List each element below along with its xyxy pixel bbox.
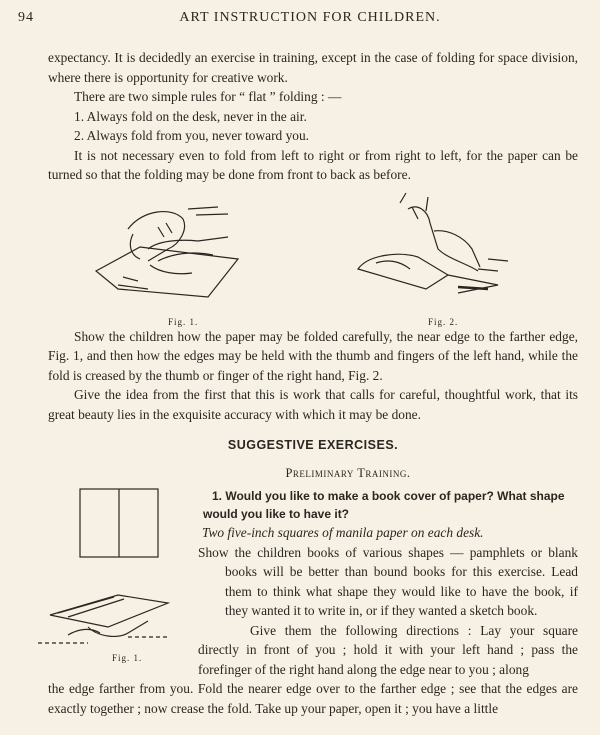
exercise-text — [198, 487, 578, 679]
paragraph: It is not necessary even to fold from left to right or from right to left, for the paper can be turned so that the folding may be done from front to back as before. — [48, 147, 578, 182]
page-number: 94 — [18, 10, 34, 25]
section-heading: SUGGESTIVE EXERCISES. — [227, 438, 399, 452]
figure-caption: Fig. 2. — [428, 316, 459, 327]
figure-caption: Fig. 1. — [168, 316, 199, 327]
paragraph: There are two simple rules for “ flat ” folding : — — [74, 89, 342, 104]
running-title: ART INSTRUCTION FOR CHILDREN. — [179, 10, 441, 25]
exercise-answer: Two five-inch squares of manila paper on each desk. — [202, 525, 484, 540]
exercise-block — [48, 487, 578, 718]
paragraph: Give them the following directions : Lay your square directly in front of you ; hold it with your left hand ; pass the forefinger of the right hand along the edge near to you ; along — [198, 622, 578, 677]
exercise-figures — [28, 487, 178, 677]
hands-folding-illustration — [88, 189, 248, 307]
rule-item: 2. Always fold from you, never toward you. — [74, 128, 310, 143]
paragraph: the edge farther from you. Fold the nearer edge over to the farther edge ; see that the edges are exactly together ; now crease the fold. Take up your paper, open it ; you have a little — [48, 681, 578, 716]
figure-row — [48, 189, 578, 327]
page-header — [18, 10, 582, 32]
section-subheading: Preliminary Training. — [285, 465, 411, 480]
paragraph: Show the children books of various shapes — pamphlets or blank books will be better than bound books for this exercise. Lead them to think what shape they would like to have the book, if they wanted it to write in, or if they wanted a sketch book. — [198, 544, 578, 618]
book-cover-illustrations — [28, 487, 178, 677]
figure-caption: Fig. 1. — [112, 653, 143, 663]
page-body — [48, 48, 578, 718]
paragraph: Show the children how the paper may be folded carefully, the near edge to the farther edge, Fig. 1, and then how the edges may be held with the thumb and fingers of the left hand, while the fold is creased by the thumb or finger of the right hand, Fig. 2. — [48, 328, 578, 383]
exercise-question: would you like to have it? — [203, 507, 350, 521]
paragraph: Give the idea from the first that this is work that calls for careful, thoughtful work, that its great beauty lies in the exquisite accuracy with which it may be done. — [48, 387, 578, 422]
rule-item: 1. Always fold on the desk, never in the air. — [74, 108, 307, 124]
paragraph: expectancy. It is decidedly an exercise in training, except in the case of folding for space division, where there is opportunity for creative work. — [48, 50, 578, 85]
figure-1 — [88, 189, 248, 327]
exercise-question: 1. Would you like to make a book cover of paper? What shape — [212, 489, 565, 503]
figure-2 — [348, 189, 518, 327]
hands-creasing-illustration — [348, 189, 518, 307]
